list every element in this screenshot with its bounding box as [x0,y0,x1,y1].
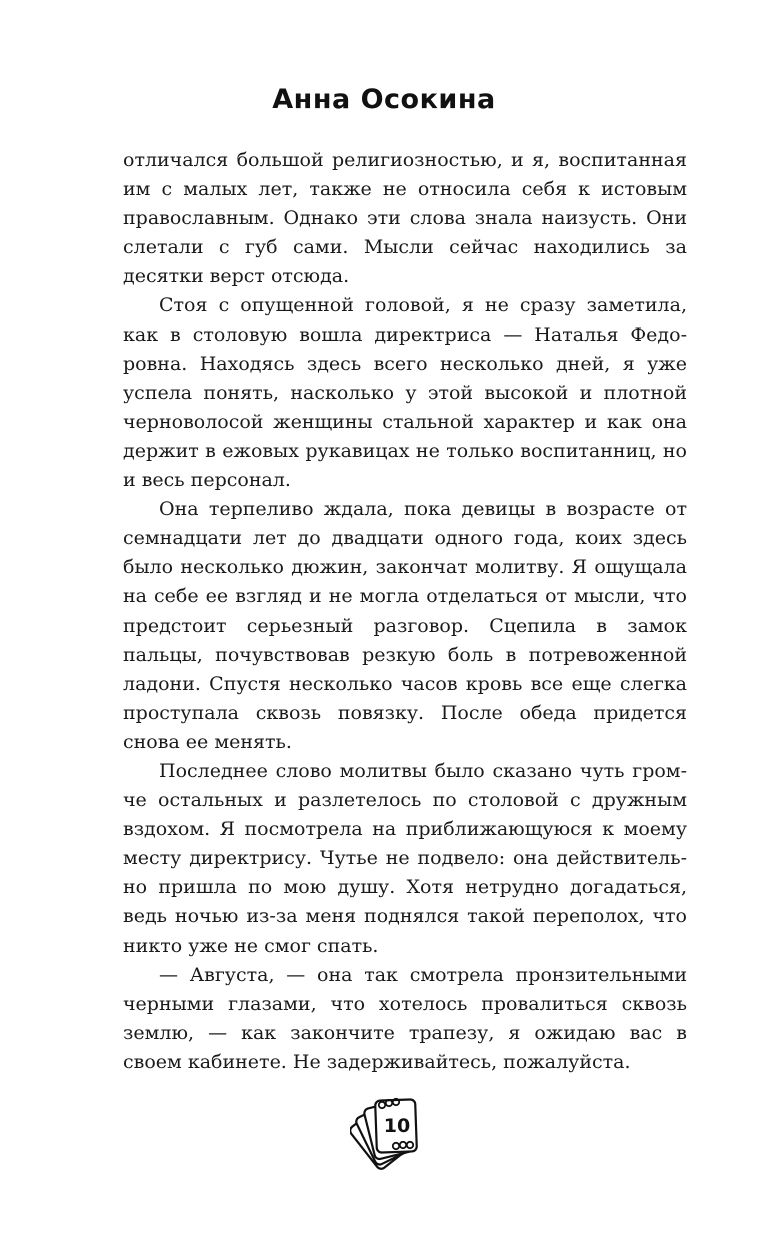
paragraph-2: Стоя с опущенной головой, я не сразу заметила, как в столовую вошла директриса — Наталья Федоровна. Находясь здесь всего несколько дней, я уже успела понять, насколько у этой высокой и плотной черноволосой женщины стальной характер и как она держит в ежовых рукавицах не только воспитанниц, но и весь персонал. [123,294,687,492]
paragraph-5: — Августа, — она так смотрела пронзительными черными глазами, что хотелось провалиться сквозь землю, — как закончите трапезу, я ожидаю вас в своем кабинете. Не задерживайтесь, пожалуйста. [123,963,687,1073]
page-number-ornament [350,1082,442,1174]
body-text [123,146,687,1077]
page-number: 10 [383,1115,411,1137]
paragraph-3: Она терпеливо ждала, пока девицы в возрасте от семнадцати лет до двадцати одного года, коих здесь было несколько дюжин, закончат молитву. Я ощущала на себе ее взгляд и не могла отделаться от мысли, что предстоит серьезный разговор. Сцепила в замок пальцы, почувствовав резкую боль в потревоженной ладони. Спустя несколько часов кровь все еще слегка проступала сквозь повязку. После обеда придется снова ее менять. [123,498,687,753]
running-head-author: Анна Осокина [272,84,496,115]
paragraph-1: отличался большой религиозностью, и я, воспитанная им с малых лет, также не относила себя к истовым православным. Однако эти слова знала наизусть. Они слетали с губ сами. Мысли сейчас находились за десятки верст отсюда. [123,149,687,288]
playing-cards-fan-icon [350,1082,442,1174]
paragraph-4: Последнее слово молитвы было сказано чуть громче остальных и разлетелось по столовой с дружным вздохом. Я посмотрела на приближающуюся к моему месту директрису. Чутье не подвело: она действительно пришла по мою душу. Хотя нетрудно догадаться, ведь ночью из-за меня поднялся такой переполох, что никто уже не смог спать. [123,759,687,957]
